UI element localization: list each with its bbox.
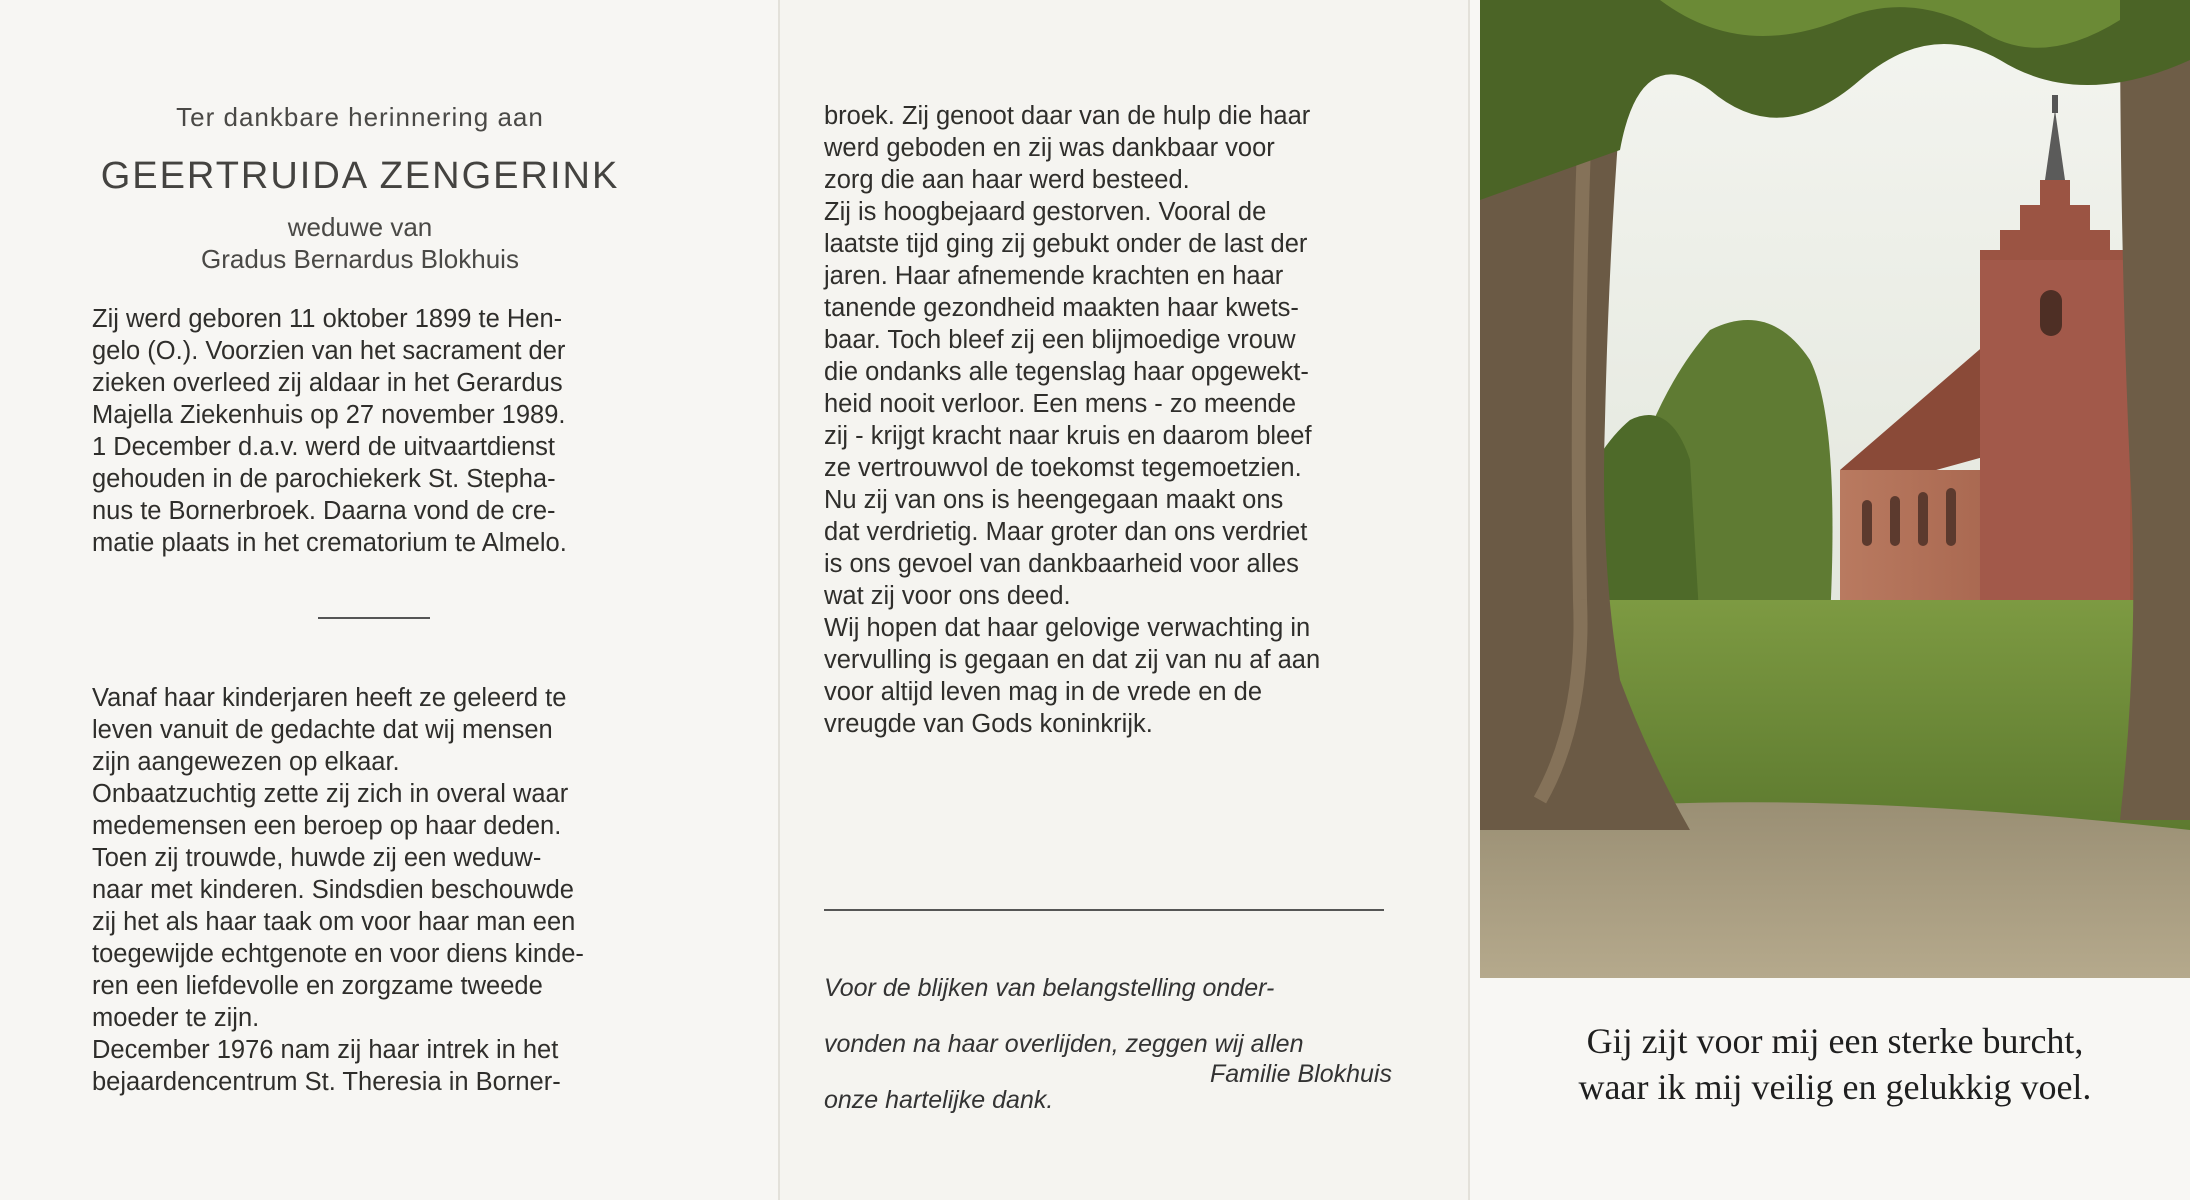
text-line: Toen zij trouwde, huwde zij een weduw- bbox=[92, 844, 542, 872]
text-line: bejaardencentrum St. Theresia in Borner- bbox=[92, 1068, 561, 1096]
husband-name: Gradus Bernardus Blokhuis bbox=[201, 244, 519, 274]
divider bbox=[318, 617, 430, 619]
text-line: heid nooit verloor. Een mens - zo meende bbox=[824, 390, 1297, 418]
text-line: laatste tijd ging zij gebukt onder de last der bbox=[824, 230, 1308, 258]
text-line: toegewijde echtgenote en voor diens kinde- bbox=[92, 940, 584, 968]
text-line: matie plaats in het crematorium te Almelo. bbox=[92, 529, 567, 557]
text-line: vonden na haar overlijden, zeggen wij allen bbox=[824, 1030, 1304, 1058]
divider bbox=[824, 909, 1384, 911]
text-line: jaren. Haar afnemende krachten en haar bbox=[824, 262, 1284, 290]
text-line: 1 December d.a.v. werd de uitvaartdienst bbox=[92, 433, 556, 461]
thanks-paragraph bbox=[824, 948, 1392, 1141]
text-line: onze hartelijke dank. bbox=[824, 1086, 1054, 1114]
text-line: vreugde van Gods koninkrijk. bbox=[824, 710, 1153, 738]
middle-panel bbox=[780, 0, 1470, 1200]
text-line: die ondanks alle tegenslag haar opgewekt- bbox=[824, 358, 1309, 386]
text-line: Vanaf haar kinderjaren heeft ze geleerd te bbox=[92, 684, 567, 712]
text-line: Onbaatzuchtig zette zij zich in overal waar bbox=[92, 780, 569, 808]
text-line: nus te Bornerbroek. Daarna vond de cre- bbox=[92, 497, 556, 525]
text-line: Majella Ziekenhuis op 27 november 1989. bbox=[92, 401, 566, 429]
continued-paragraph bbox=[824, 100, 1392, 740]
text-line: is ons gevoel van dankbaarheid voor alles bbox=[824, 550, 1299, 578]
text-line: zij het als haar taak om voor haar man een bbox=[92, 908, 576, 936]
intro-text: Ter dankbare herinnering aan bbox=[176, 102, 544, 132]
text-line: Voor de blijken van belangstelling onder- bbox=[824, 974, 1275, 1002]
text-line: naar met kinderen. Sindsdien beschouwde bbox=[92, 876, 574, 904]
text-line: Gij zijt voor mij een sterke burcht, bbox=[1586, 1021, 2084, 1061]
text-line: Zij werd geboren 11 oktober 1899 te Hen- bbox=[92, 305, 563, 333]
text-line: wat zij voor ons deed. bbox=[824, 582, 1071, 610]
text-line: leven vanuit de gedachte dat wij mensen bbox=[92, 716, 553, 744]
text-line: moeder te zijn. bbox=[92, 1004, 260, 1032]
text-line: December 1976 nam zij haar intrek in het bbox=[92, 1036, 559, 1064]
life-paragraph bbox=[92, 682, 658, 1098]
church-photo bbox=[1480, 0, 2190, 978]
text-line: tanende gezondheid maakten haar kwets- bbox=[824, 294, 1299, 322]
text-line: broek. Zij genoot daar van de hulp die haar bbox=[824, 102, 1311, 130]
left-panel bbox=[0, 0, 780, 1200]
quote bbox=[1480, 1018, 2190, 1110]
text-line: ren een liefdevolle en zorgzame tweede bbox=[92, 972, 543, 1000]
text-line: baar. Toch bleef zij een blijmoedige vrouw bbox=[824, 326, 1296, 354]
deceased-name: GEERTRUIDA ZENGERINK bbox=[100, 155, 620, 197]
right-tree-trunk bbox=[2120, 0, 2190, 820]
text-line: Zij is hoogbejaard gestorven. Vooral de bbox=[824, 198, 1267, 226]
text-line: zij - krijgt kracht naar kruis en daarom bleef bbox=[824, 422, 1312, 450]
family-signature: Familie Blokhuis bbox=[1209, 1060, 1392, 1088]
text-line: zorg die aan haar werd besteed. bbox=[824, 166, 1190, 194]
text-line: zijn aangewezen op elkaar. bbox=[92, 748, 400, 776]
right-panel bbox=[1470, 0, 2190, 1200]
text-line: voor altijd leven mag in de vrede en de bbox=[824, 678, 1263, 706]
biography-paragraph bbox=[92, 303, 658, 559]
text-line: werd geboden en zij was dankbaar voor bbox=[824, 134, 1275, 162]
text-line: zieken overleed zij aldaar in het Gerardus bbox=[92, 369, 563, 397]
widow-of-text: weduwe van bbox=[287, 212, 433, 242]
text-line: waar ik mij veilig en gelukkig voel. bbox=[1578, 1067, 2092, 1107]
text-line: medemensen een beroep op haar deden. bbox=[92, 812, 562, 840]
text-line: Nu zij van ons is heengegaan maakt ons bbox=[824, 486, 1284, 514]
text-line: gehouden in de parochiekerk St. Stepha- bbox=[92, 465, 556, 493]
text-line: vervulling is gegaan en dat zij van nu af aan bbox=[824, 646, 1321, 674]
text-line: gelo (O.). Voorzien van het sacrament der bbox=[92, 337, 566, 365]
text-line: dat verdrietig. Maar groter dan ons verdriet bbox=[824, 518, 1308, 546]
text-line: Wij hopen dat haar gelovige verwachting in bbox=[824, 614, 1311, 642]
text-line: ze vertrouwvol de toekomst tegemoetzien. bbox=[824, 454, 1302, 482]
